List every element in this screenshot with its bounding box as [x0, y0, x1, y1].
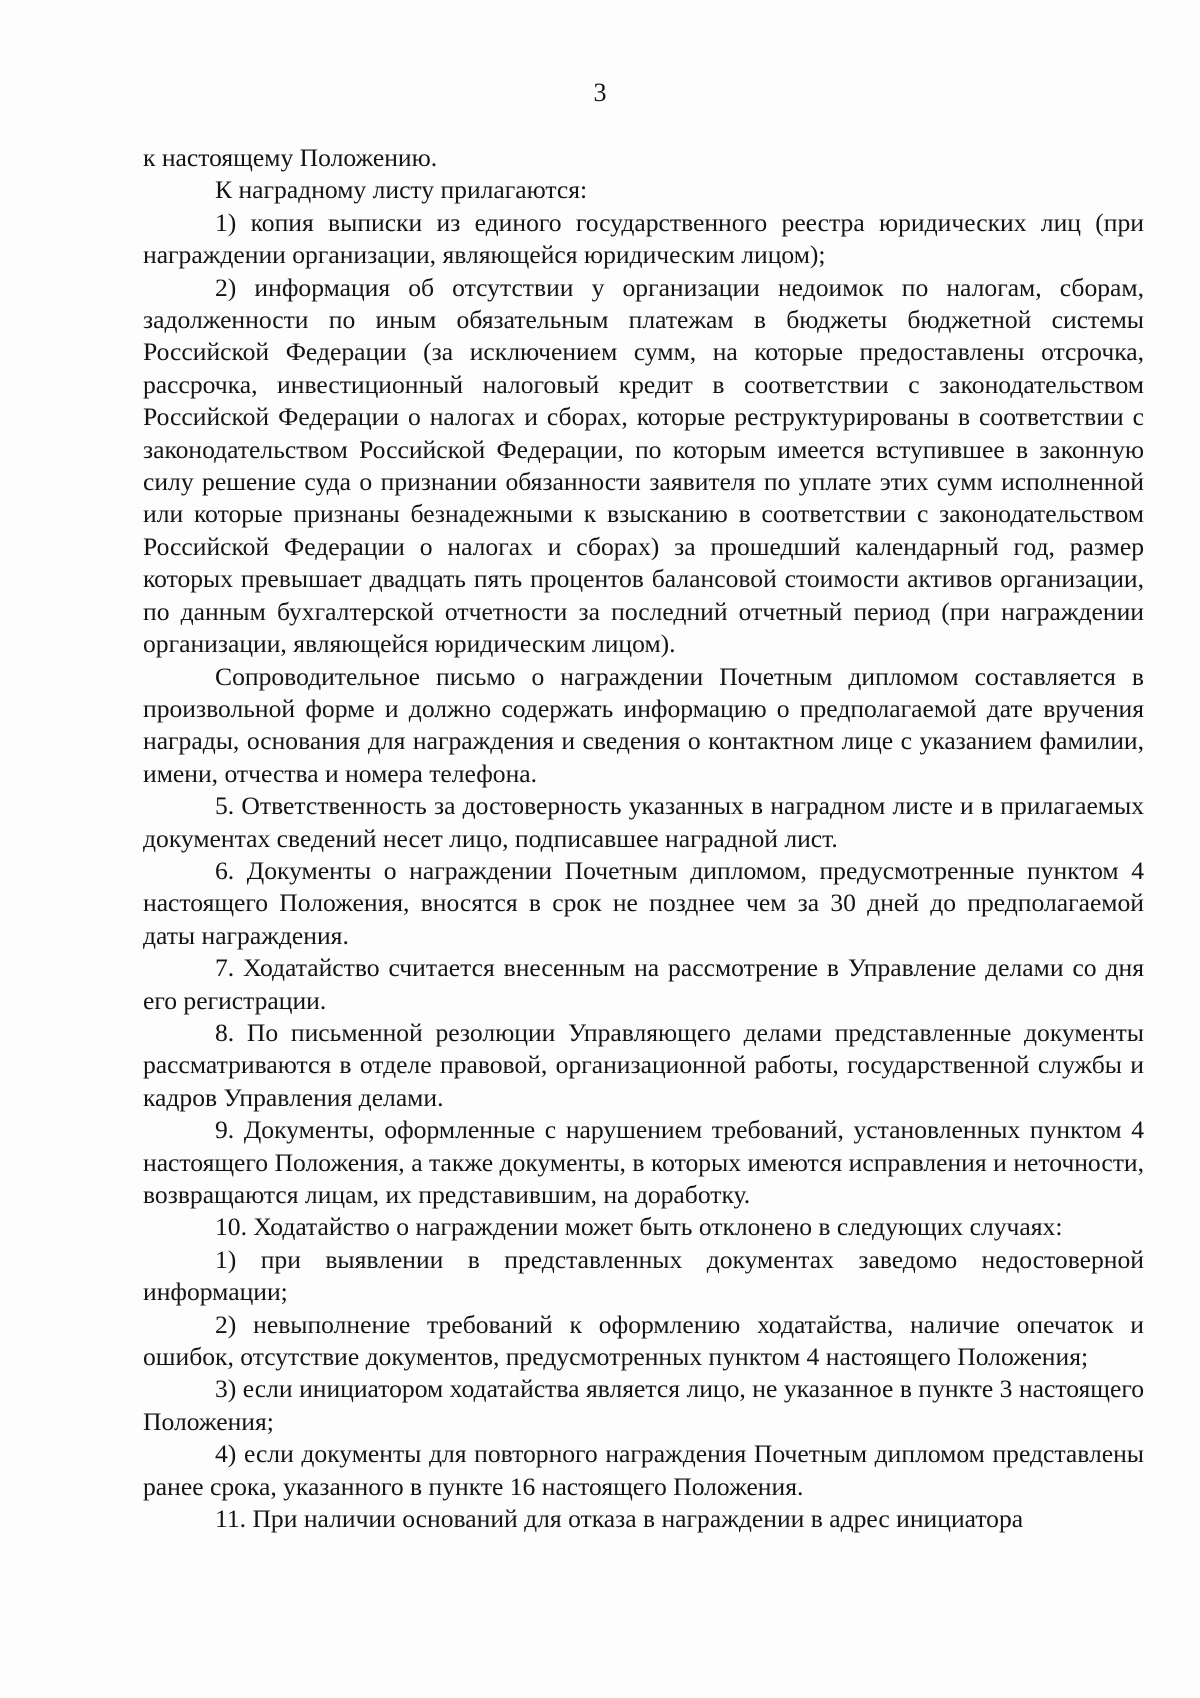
paragraph-item-7: 7. Ходатайство считается внесенным на рассмотрение в Управление делами со дня его регистрации.	[143, 953, 1144, 1015]
paragraph-item-6: 6. Документы о награждении Почетным дипломом, предусмотренные пунктом 4 настоящего Положения, вносятся в срок не позднее чем за 30 дней до предполагаемой даты награждения.	[143, 855, 1144, 950]
paragraph-item-10-case-4: 4) если документы для повторного награждения Почетным дипломом представлены ранее срока, указанного в пункте 16 настоящего Положения.	[143, 1439, 1144, 1501]
paragraph-attachment-2: 2) информация об отсутствии у организации недоимок по налогам, сборам, задолженности по иным обязательным платежам в бюджеты бюджетной системы Российской Федерации (за исключением сумм, на которые предоставлены отсрочка, рассрочка, инвестиционный налоговый кредит в соответствии с законодательством Российской Федерации о налогах и сборах, которые реструктурированы в соответствии с законодательством Российской Федерации, по которым имеется вступившее в законную силу решение суда о признании обязанности заявителя по уплате этих сумм исполненной или которые признаны безнадежными к взысканию в соответствии с законодательством Российской Федерации о налогах и сборах) за прошедший календарный год, размер которых превышает двадцать пять процентов балансовой стоимости активов организации, по данным бухгалтерской отчетности за последний отчетный период (при награждении организации, являющейся юридическим лицом).	[143, 272, 1144, 659]
paragraph-item-11: 11. При наличии оснований для отказа в награждении в адрес инициатора	[215, 1504, 1024, 1534]
paragraph-item-10: 10. Ходатайство о награждении может быть отклонено в следующих случаях:	[215, 1212, 1063, 1242]
paragraph-attachments-intro: К наградному листу прилагаются:	[215, 175, 588, 205]
page-number: 3	[593, 78, 607, 107]
document-body	[143, 142, 1144, 1535]
paragraph-item-5: 5. Ответственность за достоверность указанных в наградном листе и в прилагаемых документах сведений несет лицо, подписавшее наградной лист.	[143, 791, 1144, 853]
paragraph-item-8: 8. По письменной резолюции Управляющего делами представленные документы рассматриваются в отделе правовой, организационной работы, государственной службы и кадров Управления делами.	[143, 1017, 1144, 1112]
paragraph-item-10-case-1: 1) при выявлении в представленных документах заведомо недостоверной информации;	[143, 1244, 1144, 1307]
paragraph-attachment-1: 1) копия выписки из единого государственного реестра юридических лиц (при награждении организации, являющейся юридическим лицом);	[143, 207, 1144, 270]
paragraph-cover-letter: Сопроводительное письмо о награждении Почетным дипломом составляется в произвольной форме и должно содержать информацию о предполагаемой дате вручения награды, основания для награждения и сведения о контактном лице с указанием фамилии, имени, отчества и номера телефона.	[143, 661, 1144, 788]
paragraph-item-10-case-3: 3) если инициатором ходатайства является лицо, не указанное в пункте 3 настоящего Положения;	[143, 1374, 1144, 1436]
paragraph-item-10-case-2: 2) невыполнение требований к оформлению ходатайства, наличие опечаток и ошибок, отсутствие документов, предусмотренных пунктом 4 настоящего Положения;	[143, 1309, 1144, 1372]
paragraph-item-9: 9. Документы, оформленные с нарушением требований, установленных пунктом 4 настоящего Положения, а также документы, в которых имеются исправления и неточности, возвращаются лицам, их представившим, на доработку.	[143, 1115, 1144, 1209]
paragraph-continuation: к настоящему Положению.	[143, 143, 438, 172]
